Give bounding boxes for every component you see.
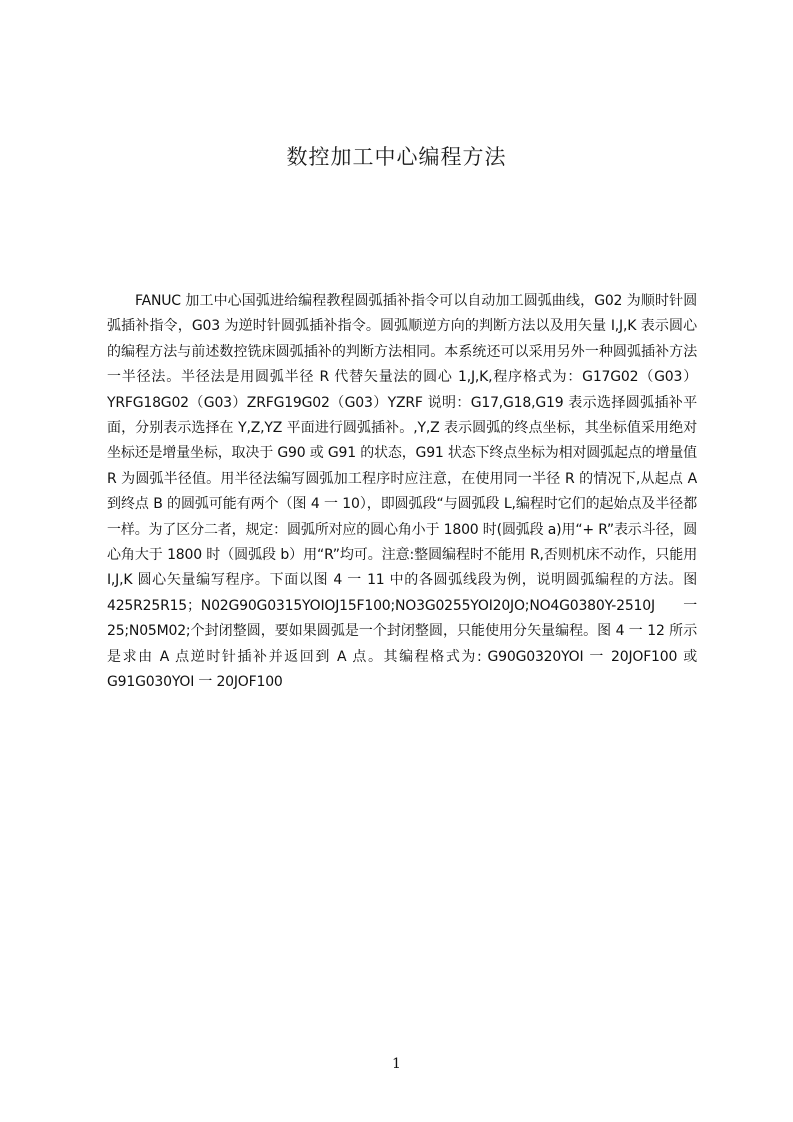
document-title: 数控加工中心编程方法: [286, 145, 507, 169]
page-number: 1: [392, 1056, 401, 1072]
body-paragraph: FANUC 加工中心国弧进给编程教程圆弧插补指令可以自动加工圆弧曲线，G02 为顺时针圆弧插补指令，G03 为逆时针圆弧插补指令。圆弧顺逆方向的判断方法以及用矢量 I,J,K 表示圆心的编程方法与前述数控铣床圆弧插补的判断方法相同。本系统还可以采用另外一种圆弧插补方法一半径法。半径法是用圆弧半径 R 代替矢量法的圆心 1,J,K,程序格式为：G17G02（G03）YRFG18G02（G03）ZRFG19G02（G03）YZRF 说明：G17,G18,G19 表示选择圆弧插补平面，分别表示选择在 Y,Z,YZ 平面进行圆弧插补。,Y,Z 表示圆弧的终点坐标，其坐标值采用绝对坐标还是增量坐标，取决于 G90 或 G91 的状态，G91 状态下终点坐标为相对圆弧起点的增量值 R 为圆弧半径值。用半径法编写圆弧加工程序时应注意，在使用同一半径 R 的情况下,从起点 A 到终点 B 的圆弧可能有两个（图 4 一 10），即圆弧段“与圆弧段 L,编程时它们的起始点及半径都一样。为了区分二者，规定：圆弧所对应的圆心角小于 1800 时(圆弧段 a)用“+ R”表示斗径，圆心角大于 1800 时（圆弧段 b）用“R”均可。注意:整圆编程时不能用 R,否则机床不动作，只能用 I,J,K 圆心矢量编写程序。下面以图 4 一 11 中的各圆弧线段为例，说明圆弧编程的方法。图 425R25R15；N02G90G0315YOIOJ15F100;NO3G0255YOI20JO;NO4G0380Y-2510J 一 25;N05M02;个封闭整圆，要如果圆弧是一个封闭整圆，只能使用分矢量编程。图 4 一 12 所示是求由 A 点逆时针插补并返回到 A 点。其编程格式为: G90G0320YOI 一 20JOF100 或 G91G030YOI 一 20JOF100: [107, 293, 697, 691]
